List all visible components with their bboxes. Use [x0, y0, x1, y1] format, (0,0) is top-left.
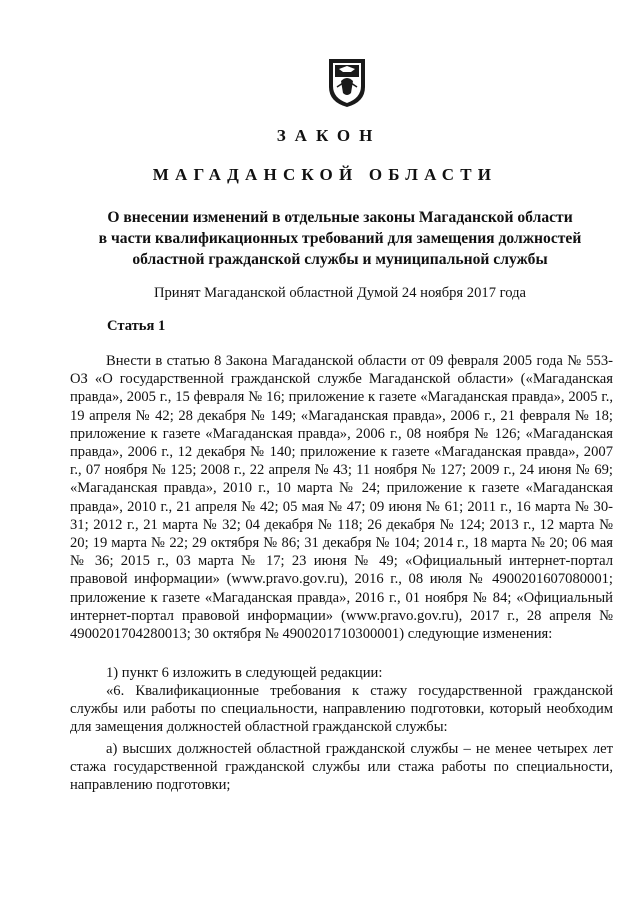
law-subject [60, 207, 620, 270]
article-heading: Статья 1 [107, 318, 166, 334]
article-paragraph: «6. Квалификационные требования к стажу государственной гражданской службы или работы по специальности, направлению подготовки, который необходим для замещения должностей областной гражданской службы: [70, 683, 613, 736]
region-title: МАГАДАНСКОЙ ОБЛАСТИ [152, 165, 498, 184]
article-paragraph: Внести в статью 8 Закона Магаданской области от 09 февраля 2005 года № 553-ОЗ «О государственной гражданской службе Магаданской области» («Магаданская правда», 2005 г., 15 февраля № 16; приложение к газете «Магаданская правда», 2005 г., 19 апреля № 42; 28 декабря № 149; «Магаданская правда», 2006 г., 21 февраля № 18; приложение к газете «Магаданская правда», 2006 г., 08 ноября № 126; «Магаданская правда», 2006 г., 12 декабря № 140; приложение к газете «Магаданская правда», 2007 г., 07 ноября № 125; 2008 г., 22 апреля № 43; 11 ноября № 127; 2009 г., 24 июня № 69; «Магаданская правда», 2010 г., 10 марта № 24; приложение к газете «Магаданская правда», 2010 г., 21 апреля № 42; 05 мая № 47; 09 июня № 61; 2011 г., 16 марта № 30-31; 2012 г., 21 марта № 32; 04 декабря № 118; 26 декабря № 124; 2013 г., 12 марта № 20; 19 марта № 22; 29 октября № 86; 31 декабря № 104; 2014 г., 18 марта № 20; 06 мая № 36; 2015 г., 03 марта № 17; 23 июня № 49; «Официальный интернет-портал правовой информации» (www.pravo.gov.ru), 2016 г., 08 июля № 4900201607080001; приложение к газете «Магаданская правда», 2016 г., 01 ноября № 84; «Официальный интернет-портал правовой информации» (www.pravo.gov.ru), 2017 г., 28 апреля № 4900201704280013; 30 октября № 4900201710300001) следующие изменения: [70, 353, 613, 643]
article-paragraph: 1) пункт 6 изложить в следующей редакции: [106, 665, 383, 681]
article-paragraph: а) высших должностей областной гражданской службы – не менее четырех лет стажа государственной гражданской службы или стажа работы по специальности, направлению подготовки; [70, 741, 613, 794]
subject-line: О внесении изменений в отдельные законы Магаданской области [107, 209, 573, 226]
subject-line: областной гражданской службы и муниципальной службы [132, 251, 548, 268]
coat-of-arms-icon [327, 57, 367, 109]
adoption-note: Принят Магаданской областной Думой 24 ноября 2017 года [153, 285, 527, 301]
law-title: ЗАКОН [276, 126, 382, 145]
subject-line: в части квалификационных требований для замещения должностей [98, 230, 582, 247]
